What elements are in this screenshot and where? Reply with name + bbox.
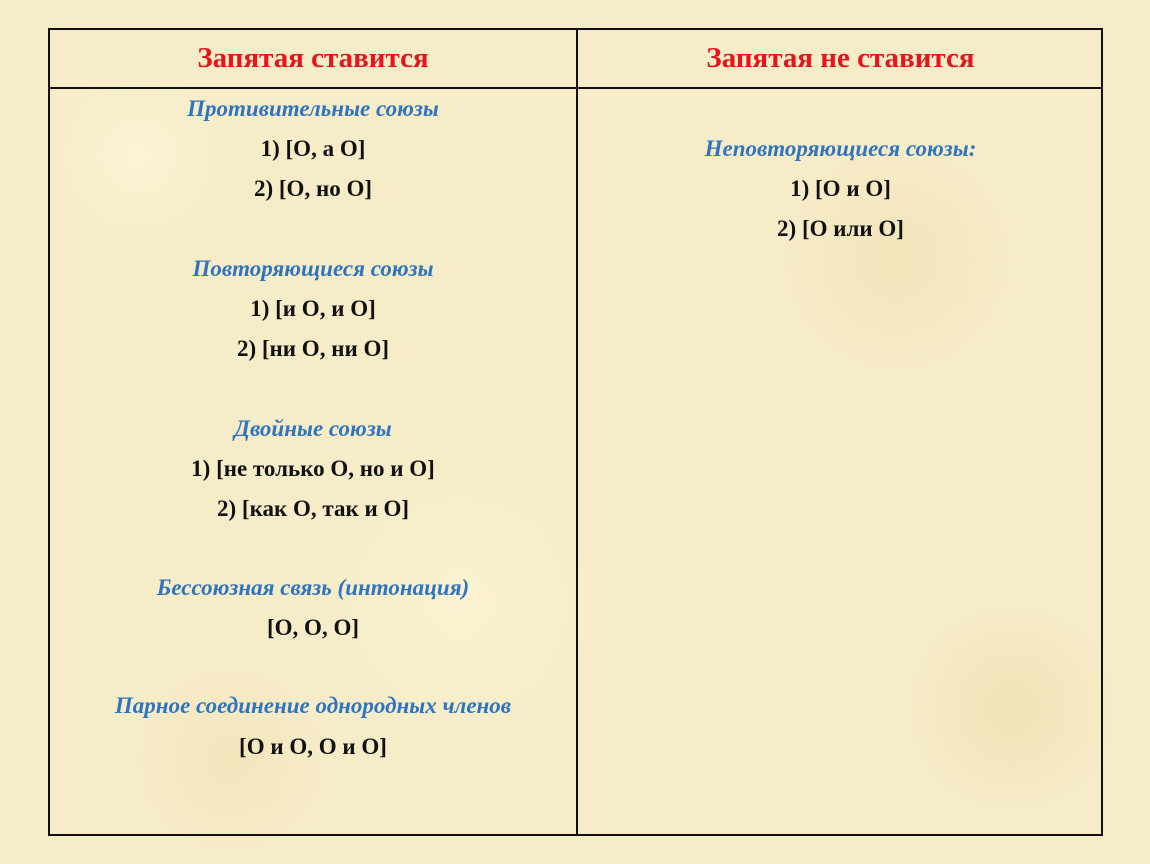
list-item: 1) [О, а О]: [260, 136, 366, 161]
list-item: 1) [не только О, но и О]: [191, 456, 435, 481]
list-item: [О и О, О и О]: [239, 734, 387, 759]
header-comma-not-placed: Запятая не ставится: [706, 42, 975, 74]
list-item: 2) [ни О, ни О]: [236, 336, 389, 361]
list-item: 1) [О и О]: [790, 176, 891, 201]
header-comma-placed: Запятая ставится: [197, 42, 429, 74]
list-item: [О, О, О]: [267, 615, 359, 640]
list-item: 2) [О или О]: [777, 216, 904, 241]
category-adversative-conjunctions: Противительные союзы: [187, 96, 439, 121]
category-double-conjunctions: Двойные союзы: [234, 416, 392, 441]
category-repeating-conjunctions: Повторяющиеся союзы: [192, 256, 434, 281]
category-non-repeating-conjunctions: Неповторяющиеся союзы:: [704, 136, 977, 161]
category-asyndetic-connection: Бессоюзная связь (интонация): [156, 575, 470, 600]
category-paired-homogeneous-members: Парное соединение однородных членов: [114, 693, 512, 718]
conjunctions-table: [48, 28, 1103, 836]
header-divider: [50, 87, 1101, 89]
list-item: 1) [и О, и О]: [250, 296, 376, 321]
list-item: 2) [как О, так и О]: [217, 496, 409, 521]
list-item: 2) [О, но О]: [253, 176, 372, 201]
